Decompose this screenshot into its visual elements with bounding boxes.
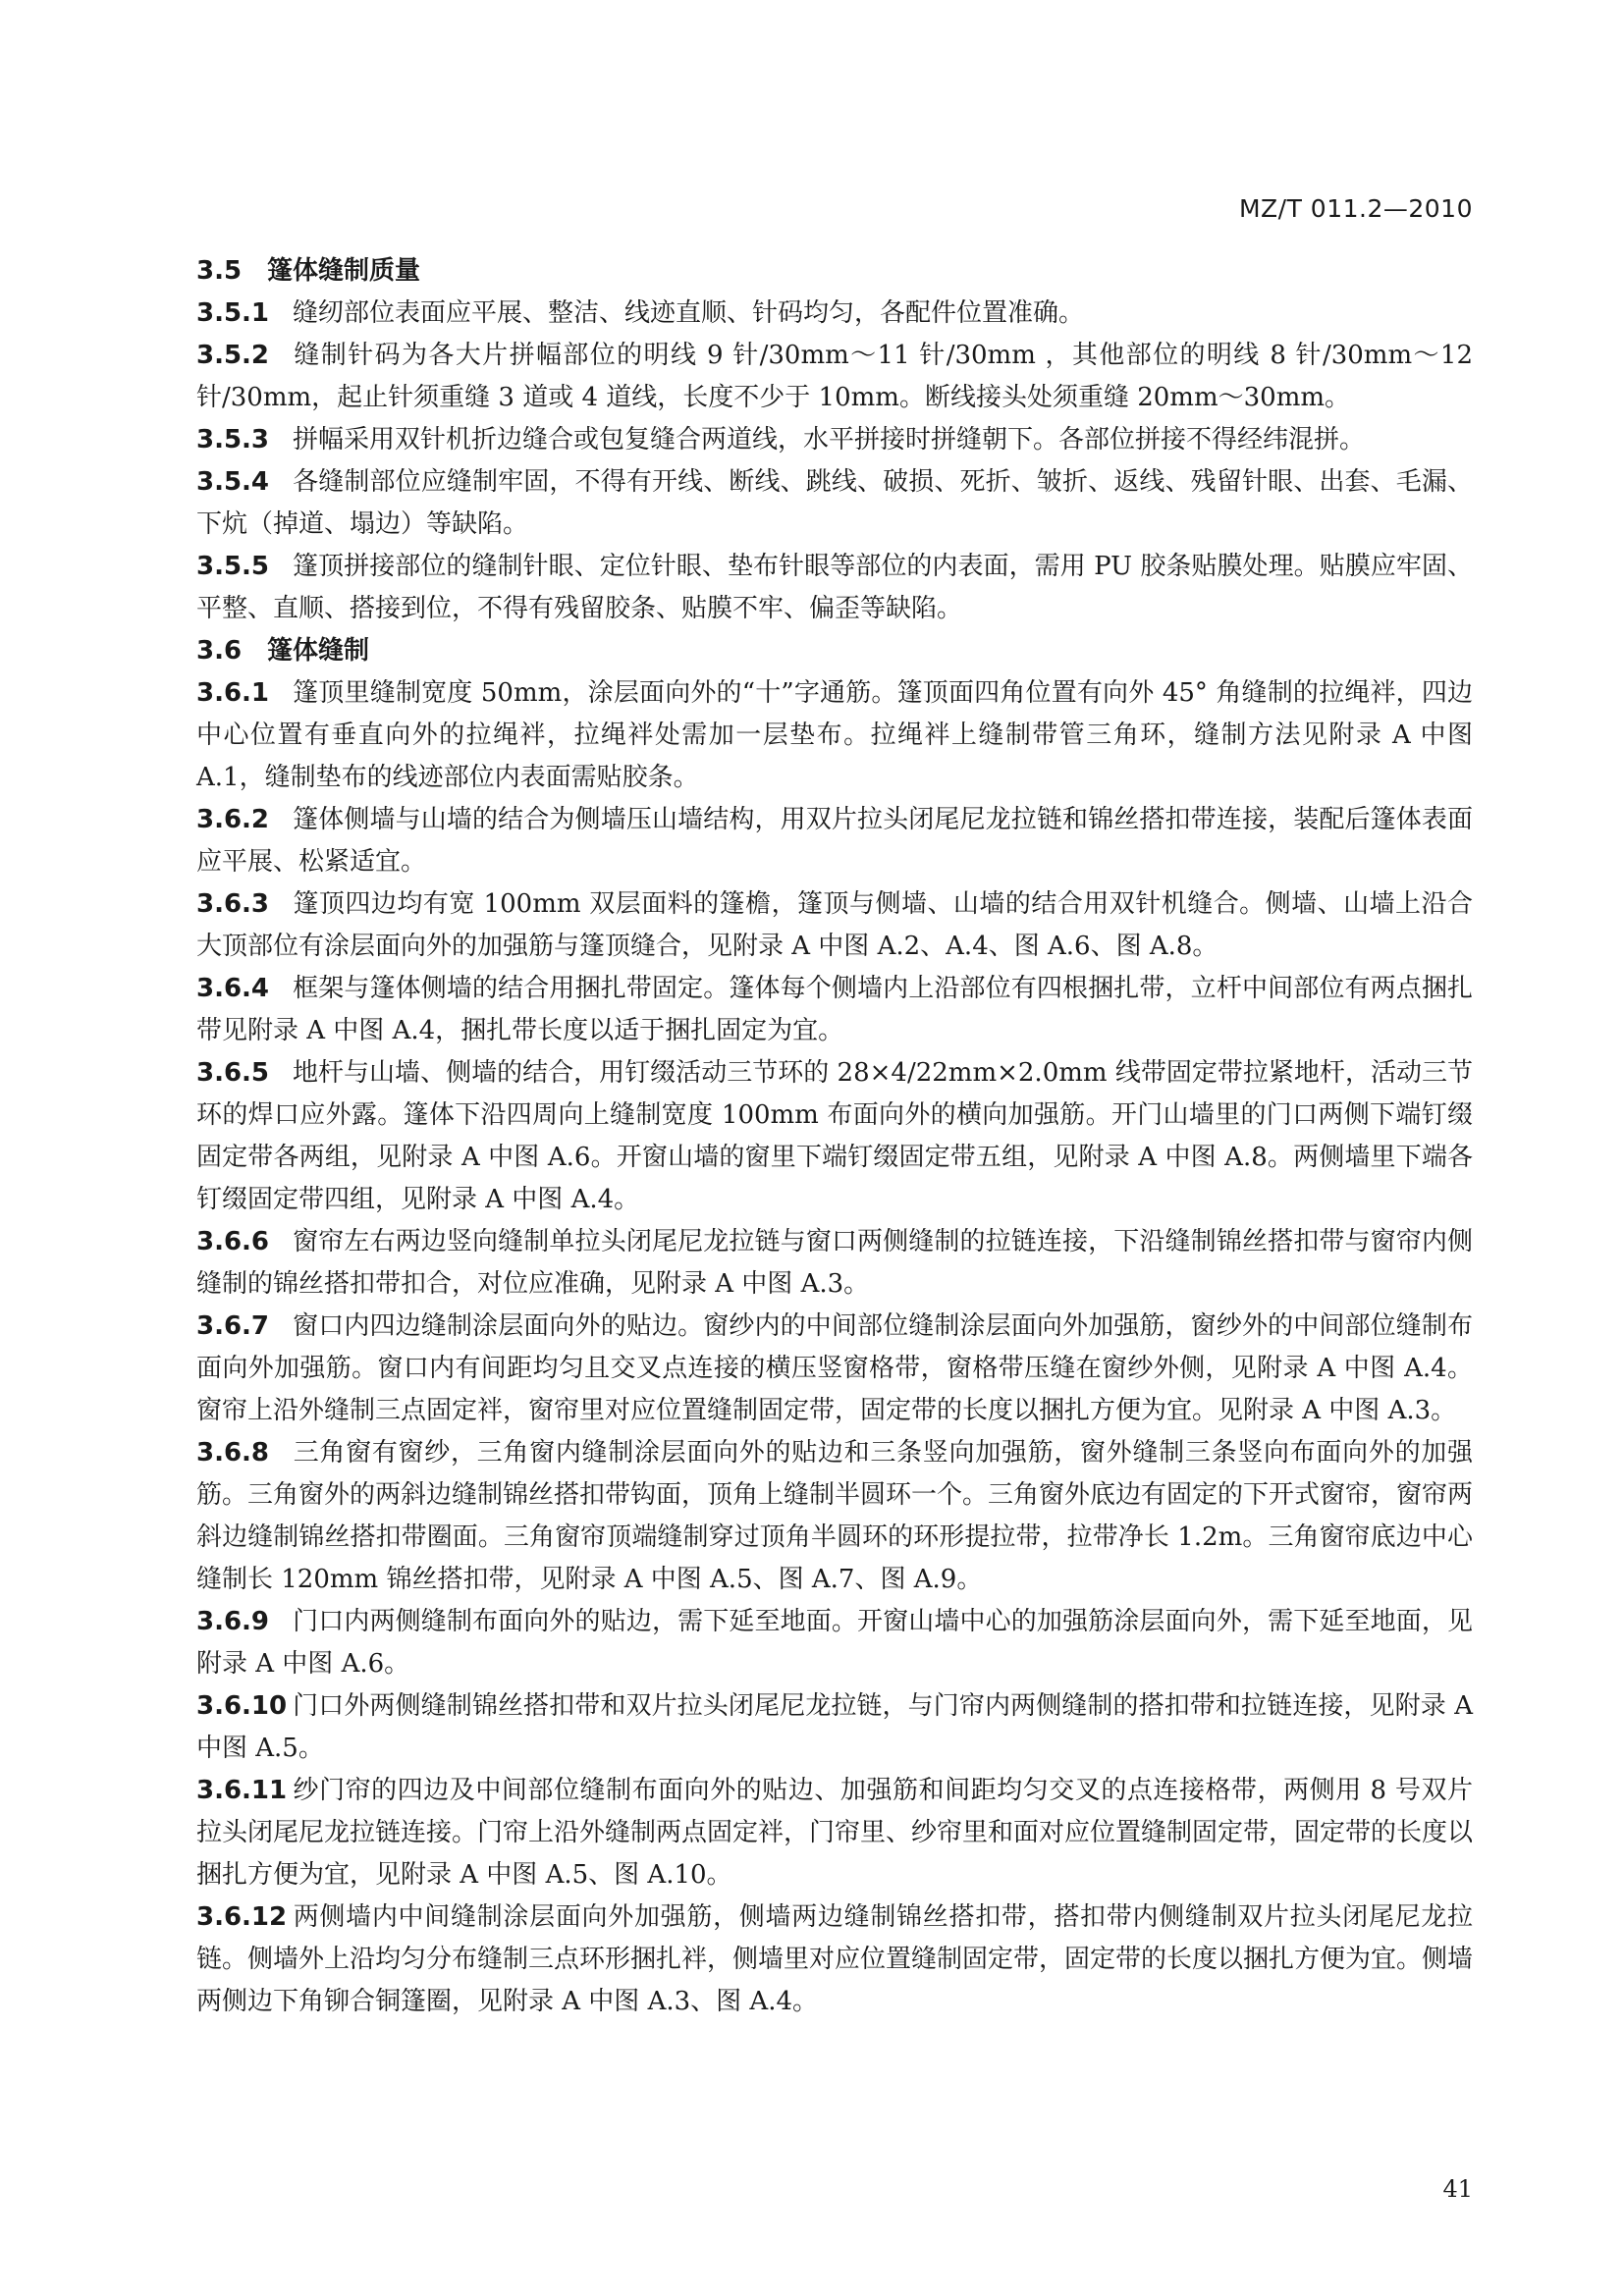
clause-3-5-3: 3.5.3 拼幅采用双针机折边缝合或包复缝合两道线，水平拼接时拼缝朝下。各部位拼接不得经纬混拼。 [196, 425, 1366, 454]
clause-3-6-2: 3.6.2 篷体侧墙与山墙的结合为侧墙压山墙结构，用双片拉头闭尾尼龙拉链和锦丝搭扣带连接，装配后篷体表面应平展、松紧适宜。 [196, 805, 1473, 877]
clause-3-6-6: 3.6.6 窗帘左右两边竖向缝制单拉头闭尾尼龙拉链与窗口两侧缝制的拉链连接，下沿缝制锦丝搭扣带与窗帘内侧缝制的锦丝搭扣带扣合，对位应准确，见附录 A 中图 A.3。 [196, 1227, 1473, 1299]
clause-3-6-12: 3.6.12 两侧墙内中间缝制涂层面向外加强筋，侧墙两边缝制锦丝搭扣带，搭扣带内侧缝制双片拉头闭尾尼龙拉链。侧墙外上沿均匀分布缝制三点环形捆扎袢，侧墙里对应位置缝制固定带，固定带的长度以捆扎方便为宜。侧墙两侧边下角铆合铜篷圈，见附录 A 中图 A.3、图 A.4。 [196, 1902, 1474, 2016]
clause-3-6-4: 3.6.4 框架与篷体侧墙的结合用捆扎带固定。篷体每个侧墙内上沿部位有四根捆扎带，立杆中间部位有两点捆扎带见附录 A 中图 A.4，捆扎带长度以适于捆扎固定为宜。 [196, 974, 1473, 1045]
clause-3-6-7: 3.6.7 窗口内四边缝制涂层面向外的贴边。窗纱内的中间部位缝制涂层面向外加强筋，窗纱外的中间部位缝制布面向外加强筋。窗口内有间距均匀且交叉点连接的横压竖窗格带，窗格带压缝在窗纱外侧，见附录 A 中图 A.4。窗帘上沿外缝制三点固定袢，窗帘里对应位置缝制固定带，固定带的长度以捆扎方便为宜。见附录 A 中图 A.3。 [196, 1311, 1473, 1425]
clause-3-6-8: 3.6.8 三角窗有窗纱，三角窗内缝制涂层面向外的贴边和三条竖向加强筋，窗外缝制三条竖向布面向外的加强筋。三角窗外的两斜边缝制锦丝搭扣带钩面，顶角上缝制半圆环一个。三角窗外底边有固定的下开式窗帘，窗帘两斜边缝制锦丝搭扣带圈面。三角窗帘顶端缝制穿过顶角半圆环的环形提拉带，拉带净长 1.2m。三角窗帘底边中心缝制长 120mm 锦丝搭扣带，见附录 A 中图 A.5、图 A.7、图 A.9。 [196, 1438, 1474, 1594]
clause-3-6-10: 3.6.10 门口外两侧缝制锦丝搭扣带和双片拉头闭尾尼龙拉链，与门帘内两侧缝制的搭扣带和拉链连接，见附录 A 中图 A.5。 [196, 1691, 1473, 1763]
clause-3-6-3: 3.6.3 篷顶四边均有宽 100mm 双层面料的篷檐，篷顶与侧墙、山墙的结合用双针机缝合。侧墙、山墙上沿合大顶部位有涂层面向外的加强筋与篷顶缝合，见附录 A 中图 A.2、A.4、图 A.6、图 A.8。 [196, 889, 1473, 961]
clause-3-6-5: 3.6.5 地杆与山墙、侧墙的结合，用钉缀活动三节环的 28×4/22mm×2.0mm 线带固定带拉紧地杆，活动三节环的焊口应外露。篷体下沿四周向上缝制宽度 100mm 布面向外的横向加强筋。开门山墙里的门口两侧下端钉缀固定带各两组，见附录 A 中图 A.6。开窗山墙的窗里下端钉缀固定带五组，见附录 A 中图 A.8。两侧墙里下端各钉缀固定带四组，见附录 A 中图 A.4。 [196, 1058, 1473, 1214]
section-heading-3-5: 3.5 篷体缝制质量 [196, 256, 421, 286]
clause-3-5-1: 3.5.1 缝纫部位表面应平展、整洁、线迹直顺、针码均匀，各配件位置准确。 [196, 298, 1085, 328]
clause-3-6-9: 3.6.9 门口内两侧缝制布面向外的贴边，需下延至地面。开窗山墙中心的加强筋涂层面向外，需下延至地面，见附录 A 中图 A.6。 [196, 1607, 1473, 1679]
clause-3-5-4: 3.5.4 各缝制部位应缝制牢固，不得有开线、断线、跳线、破损、死折、皱折、返线、残留针眼、出套、毛漏、下炕（掉道、塌边）等缺陷。 [196, 467, 1473, 539]
document-body [196, 250, 1473, 2023]
clause-3-6-1: 3.6.1 篷顶里缝制宽度 50mm，涂层面向外的“十”字通筋。篷顶面四角位置有向外 45° 角缝制的拉绳袢，四边中心位置有垂直向外的拉绳袢，拉绳袢处需加一层垫布。拉绳袢上缝制带管三角环，缝制方法见附录 A 中图 A.1，缝制垫布的线迹部位内表面需贴胶条。 [196, 678, 1473, 792]
clause-3-6-11: 3.6.11 纱门帘的四边及中间部位缝制布面向外的贴边、加强筋和间距均匀交叉的点连接格带，两侧用 8 号双片拉头闭尾尼龙拉链连接。门帘上沿外缝制两点固定袢，门帘里、纱帘里和面对应位置缝制固定带，固定带的长度以捆扎方便为宜，见附录 A 中图 A.5、图 A.10。 [196, 1776, 1474, 1890]
page-number: 41 [1442, 2175, 1473, 2203]
clause-3-5-2: 3.5.2 缝制针码为各大片拼幅部位的明线 9 针/30mm～11 针/30mm ，其他部位的明线 8 针/30mm～12 针/30mm，起止针须重缝 3 道或 4 道线，长度不少于 10mm。断线接头处须重缝 20mm～30mm。 [196, 341, 1473, 412]
section-heading-3-6: 3.6 篷体缝制 [196, 636, 370, 666]
document-code: MZ/T 011.2—2010 [1238, 194, 1473, 223]
clause-3-5-5: 3.5.5 篷顶拼接部位的缝制针眼、定位针眼、垫布针眼等部位的内表面，需用 PU 胶条贴膜处理。贴膜应牢固、平整、直顺、搭接到位，不得有残留胶条、贴膜不牢、偏歪等缺陷。 [196, 552, 1473, 623]
